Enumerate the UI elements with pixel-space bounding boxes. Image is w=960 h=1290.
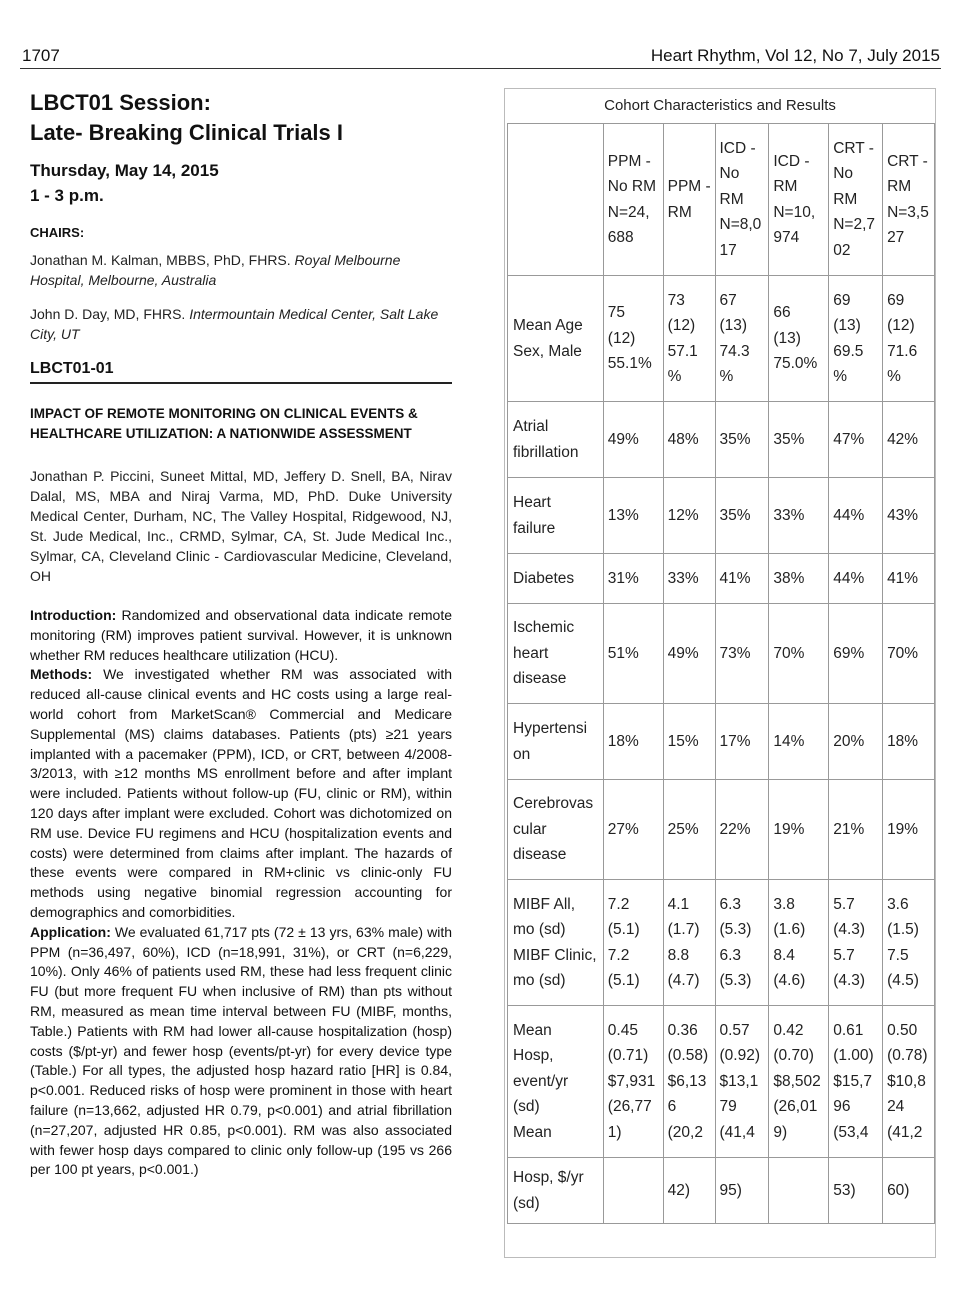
- intro-label: Introduction:: [30, 607, 117, 623]
- row-label-line: mo (sd): [513, 921, 566, 938]
- table-cell: [829, 554, 883, 604]
- chair-name: Jonathan M. Kalman, MBBS, PhD, FHRS.: [30, 252, 291, 268]
- column-header: [603, 124, 663, 276]
- row-label-line: on: [513, 745, 531, 763]
- row-label: [508, 554, 604, 604]
- cell-line: 0.61: [833, 1021, 864, 1039]
- intro-text: Randomized and observational data indicate remote monitoring (RM) improves patient survival. However, it is unknown whether RM reduces healthcare utilization (HCU).: [30, 607, 452, 663]
- cell-line: 66: [773, 304, 791, 322]
- cell-line: 5.7: [833, 946, 855, 964]
- row-label-line: Mean: [513, 1021, 552, 1039]
- cell-line: %: [667, 368, 682, 385]
- methods-label: Methods:: [30, 666, 93, 683]
- cell-line: (4.3): [833, 921, 866, 938]
- cell-line: 17%: [719, 732, 751, 750]
- cell-line: (4.3): [833, 972, 866, 989]
- table-cell: [663, 604, 715, 704]
- cell-line: 15%: [667, 732, 699, 750]
- cell-line: 7.5: [887, 946, 909, 964]
- table-cell: [829, 276, 883, 402]
- cell-line: (13): [833, 317, 861, 334]
- table-cell: [663, 780, 715, 880]
- cell-line: No: [833, 165, 854, 183]
- page-number: 1707: [22, 46, 60, 65]
- cell-line: 44%: [833, 506, 865, 524]
- table-cell: [715, 704, 769, 780]
- methods-text: We investigated whether RM was associated with reduced all-cause clinical events and HC costs using a large real-world cohort from MarketScan® Commercial and Medicare Supplemental (MS) claims databases. Patients (pts) ≥21 years implanted with a pacemaker (PPM), ICD, or CRT, between 4/2008-3/2013, with ≥12 months MS enrollment before and after implant were included. Patients without follow-up (FU, clinic or RM), within 120 days after implant were excluded. Cohort was dichotomized on RM use. Device FU regimens and HCU (hospitalization events and costs) were determined from claims after implant. The hazards of these events were compared in RM+clinic vs clinic-only FU methods using negative binomial regression accounting for demographics and comorbidities.: [30, 666, 452, 920]
- cell-line: 73: [667, 291, 685, 309]
- cell-line: 33%: [667, 569, 699, 587]
- cell-line: (4.5): [887, 972, 919, 989]
- journal-citation: Heart Rhythm, Vol 12, No 7, July 2015: [650, 46, 940, 65]
- cell-line: 96: [833, 1098, 851, 1116]
- session-title-line2: Late- Breaking Clinical Trials I: [30, 120, 343, 145]
- cell-line: 13%: [607, 506, 639, 524]
- cell-line: (0.58): [667, 1047, 709, 1065]
- cell-line: (5.3): [719, 921, 752, 938]
- row-label-line: Cerebrovas: [513, 795, 594, 813]
- cell-line: 6: [667, 1098, 677, 1116]
- table-cell: [829, 1006, 883, 1158]
- cell-line: (20,2: [667, 1123, 703, 1141]
- session-date: Thursday, May 14, 2015: [30, 161, 219, 180]
- cell-line: 20%: [833, 732, 865, 750]
- table-cell: [769, 704, 829, 780]
- cell-line: N=10,: [773, 203, 816, 221]
- cell-line: 60): [887, 1181, 910, 1199]
- table-cell: [769, 880, 829, 1006]
- table-cell: [603, 604, 663, 704]
- row-label: [508, 276, 604, 402]
- cell-line: (12): [607, 329, 636, 347]
- table-cell: [829, 604, 883, 704]
- chair-affiliation: Intermountain Medical Center, Salt Lake City, UT: [30, 306, 439, 342]
- cell-line: 17: [719, 241, 737, 259]
- row-label-line: heart: [513, 644, 549, 662]
- cell-line: 0.45: [607, 1021, 638, 1039]
- cell-line: (0.78): [887, 1047, 928, 1065]
- application-label: Application:: [30, 923, 111, 940]
- cell-line: (12): [887, 317, 915, 334]
- row-label-line: Hypertensi: [513, 720, 588, 737]
- column-header: [715, 124, 769, 276]
- chair-affiliation: Royal Melbourne Hospital, Melbourne, Australia: [30, 252, 401, 288]
- cell-line: N=2,7: [833, 216, 875, 234]
- table-cell: [663, 478, 715, 554]
- cell-line: 0.42: [773, 1021, 804, 1039]
- cell-line: 6.3: [719, 946, 742, 964]
- cell-line: PPM -: [607, 152, 651, 170]
- cell-line: (13): [773, 329, 801, 347]
- column-header: [769, 124, 829, 276]
- cell-line: 02: [833, 241, 851, 259]
- row-label-line: cular: [513, 820, 547, 838]
- cell-line: 0.36: [667, 1021, 698, 1039]
- table-cell: [883, 780, 935, 880]
- table-cell: [715, 276, 769, 402]
- table-cell: [603, 780, 663, 880]
- table-cell: [715, 880, 769, 1006]
- table-cell: [603, 276, 663, 402]
- row-label: [508, 124, 604, 276]
- row-label-line: Mean: [513, 1123, 552, 1141]
- cell-line: 49%: [667, 644, 699, 662]
- table-cell: [769, 1006, 829, 1158]
- cell-line: (13): [719, 317, 748, 334]
- table-cell: [829, 880, 883, 1006]
- table-title: Cohort Characteristics and Results: [604, 97, 836, 114]
- cell-line: 7.2: [607, 946, 630, 964]
- cell-line: 41%: [887, 569, 919, 587]
- session-title-line1: LBCT01 Session:: [30, 90, 211, 115]
- cell-line: 35%: [719, 506, 751, 524]
- table-cell: [715, 478, 769, 554]
- cell-line: 21%: [833, 820, 865, 838]
- cell-line: %: [833, 368, 847, 385]
- cell-line: RM: [887, 178, 912, 195]
- cell-line: $13,1: [719, 1072, 759, 1090]
- row-label-line: mo (sd): [513, 972, 566, 989]
- table-cell: [663, 704, 715, 780]
- cell-line: (26,77: [607, 1098, 652, 1116]
- row-label-line: Mean Age: [513, 317, 583, 334]
- column-header: [663, 124, 715, 276]
- cell-line: 42): [667, 1181, 691, 1199]
- table-cell: [883, 402, 935, 478]
- cell-line: (1.5): [887, 921, 919, 938]
- cell-line: 22%: [719, 820, 751, 838]
- table-cell: [603, 402, 663, 478]
- table-cell: [603, 880, 663, 1006]
- row-label: [508, 478, 604, 554]
- table-cell: [769, 604, 829, 704]
- cell-line: 0.50: [887, 1021, 918, 1039]
- abstract-id: LBCT01-01: [30, 360, 452, 384]
- cell-line: 69: [833, 291, 851, 309]
- cell-line: 8.8: [667, 946, 690, 964]
- cell-line: 18%: [887, 732, 919, 750]
- cell-line: ICD -: [719, 139, 756, 157]
- table-cell: [715, 1158, 769, 1224]
- row-label-line: Diabetes: [513, 569, 575, 587]
- cell-line: PPM -: [667, 178, 711, 195]
- table-cell: [603, 554, 663, 604]
- table-row: [508, 880, 935, 1006]
- cell-line: 95): [719, 1181, 742, 1199]
- abstract-title: IMPACT OF REMOTE MONITORING ON CLINICAL EVENTS & HEALTHCARE UTILIZATION: A NATIONWIDE ASSESSMENT: [30, 406, 418, 441]
- row-label-line: disease: [513, 670, 567, 688]
- abstract-authors: Jonathan P. Piccini, Suneet Mittal, MD, Jeffery D. Snell, BA, Nirav Dalal, MS, MBA and Niraj Varma, MD, PhD. Duke University Medical Center, Durham, NC, The Valley Hospital, Ridgewood, NJ, St. Jude Medical, Inc., CRMD, Sylmar, CA, St. Jude Medical Inc., Sylmar, CA, Cleveland Clinic - Cardiovascular Medicine, Cleveland, OH: [30, 468, 452, 584]
- table-cell: [769, 478, 829, 554]
- table-cell: [603, 1006, 663, 1158]
- table-row: [508, 1006, 935, 1158]
- cell-line: 42%: [887, 430, 919, 448]
- cell-line: CRT -: [887, 152, 928, 170]
- cell-line: 19%: [887, 820, 919, 838]
- session-datetime: [30, 158, 452, 208]
- cell-line: RM: [833, 190, 858, 208]
- row-label-line: MIBF All,: [513, 895, 576, 913]
- table-cell: [883, 880, 935, 1006]
- table-row: [508, 554, 935, 604]
- table-cell: [663, 402, 715, 478]
- table-cell: [663, 880, 715, 1006]
- cell-line: 70%: [887, 644, 919, 662]
- cell-line: (4.6): [773, 972, 806, 989]
- table-cell: [715, 604, 769, 704]
- row-label: [508, 704, 604, 780]
- row-label-line: (sd): [513, 1194, 540, 1212]
- row-label-line: Ischemic: [513, 619, 575, 637]
- table-cell: [829, 402, 883, 478]
- cell-line: 71.6: [887, 342, 918, 360]
- table-cell: [715, 554, 769, 604]
- cell-line: 33%: [773, 506, 805, 524]
- cell-line: 974: [773, 229, 800, 246]
- table-row: [508, 704, 935, 780]
- cell-line: 25%: [667, 820, 699, 838]
- table-header-row: [508, 124, 935, 276]
- row-label: [508, 1006, 604, 1158]
- cell-line: N=8,0: [719, 216, 762, 234]
- results-table-panel: [504, 88, 936, 1258]
- cell-line: 41%: [719, 569, 751, 587]
- cell-line: 9): [773, 1123, 788, 1141]
- column-header: [829, 124, 883, 276]
- page-header: [20, 44, 941, 69]
- cell-line: 24: [887, 1098, 905, 1116]
- cell-line: (0.71): [607, 1047, 649, 1065]
- cell-line: 8.4: [773, 946, 795, 964]
- table-cell: [715, 780, 769, 880]
- cell-line: 67: [719, 291, 737, 309]
- cell-line: 49%: [607, 430, 639, 448]
- cell-line: 79: [719, 1098, 737, 1116]
- cell-line: 18%: [607, 732, 639, 750]
- session-title: [30, 88, 452, 148]
- row-label-line: Hosp, $/yr: [513, 1169, 584, 1186]
- cell-line: 27%: [607, 820, 639, 838]
- cell-line: 51%: [607, 644, 639, 662]
- table-row: [508, 276, 935, 402]
- cell-line: 12%: [667, 506, 699, 524]
- cell-line: $7,931: [607, 1072, 656, 1090]
- chair-name: John D. Day, MD, FHRS.: [30, 306, 186, 322]
- table-row: [508, 604, 935, 704]
- cell-line: (1.00): [833, 1047, 874, 1065]
- cell-line: 0.57: [719, 1021, 750, 1039]
- cell-line: RM: [773, 178, 798, 195]
- cell-line: (41,4: [719, 1123, 755, 1141]
- table-cell: [829, 780, 883, 880]
- cell-line: 69: [887, 291, 905, 309]
- table-cell: [603, 1158, 663, 1224]
- row-label: [508, 880, 604, 1006]
- cell-line: $8,502: [773, 1072, 821, 1090]
- table-row: [508, 780, 935, 880]
- cell-line: 19%: [773, 820, 805, 838]
- cell-line: 4.1: [667, 895, 690, 913]
- row-label-line: Hosp,: [513, 1047, 554, 1065]
- table-cell: [663, 276, 715, 402]
- row-label-line: Heart: [513, 494, 551, 511]
- cell-line: (0.70): [773, 1047, 814, 1065]
- row-label: [508, 1158, 604, 1224]
- table-cell: [883, 604, 935, 704]
- table-row: [508, 478, 935, 554]
- table-cell: [769, 554, 829, 604]
- row-label-line: event/yr: [513, 1072, 569, 1090]
- row-label: [508, 780, 604, 880]
- row-label-line: failure: [513, 519, 556, 537]
- cell-line: (41,2: [887, 1123, 923, 1141]
- row-label-line: disease: [513, 846, 567, 864]
- table-cell: [883, 1158, 935, 1224]
- cell-line: 70%: [773, 644, 805, 662]
- cell-line: 35%: [719, 430, 751, 448]
- table-cell: [769, 402, 829, 478]
- cell-line: 55.1%: [607, 355, 652, 373]
- cell-line: 27: [887, 229, 905, 246]
- results-table: [507, 123, 935, 1224]
- cell-line: 688: [607, 229, 634, 246]
- table-cell: [883, 704, 935, 780]
- table-cell: [883, 276, 935, 402]
- cell-line: 1): [607, 1123, 622, 1141]
- table-cell: [769, 780, 829, 880]
- cell-line: %: [719, 368, 734, 385]
- table-cell: [829, 704, 883, 780]
- cell-line: 3.8: [773, 895, 795, 913]
- column-header: [883, 124, 935, 276]
- cell-line: 57.1: [667, 342, 698, 360]
- cell-line: (5.3): [719, 972, 752, 989]
- cell-line: (1.6): [773, 921, 806, 938]
- cell-line: (1.7): [667, 921, 700, 938]
- row-label-line: MIBF Clinic,: [513, 946, 597, 964]
- row-label-line: (sd): [513, 1098, 540, 1116]
- cell-line: RM: [667, 203, 692, 221]
- table-cell: [769, 1158, 829, 1224]
- cell-line: 48%: [667, 430, 699, 448]
- cell-line: %: [887, 368, 901, 385]
- cell-line: 69%: [833, 644, 865, 662]
- cell-line: $6,13: [667, 1072, 707, 1090]
- cell-line: 53): [833, 1181, 856, 1199]
- cell-line: $15,7: [833, 1072, 872, 1090]
- cell-line: No: [719, 165, 740, 183]
- cell-line: 3.6: [887, 895, 909, 913]
- cell-line: ICD -: [773, 152, 810, 170]
- cell-line: 31%: [607, 569, 639, 587]
- table-cell: [663, 1006, 715, 1158]
- cell-line: CRT -: [833, 139, 874, 157]
- chair-entry: [30, 250, 452, 290]
- table-cell: [829, 1158, 883, 1224]
- table-cell: [715, 1006, 769, 1158]
- cell-line: RM: [719, 190, 744, 208]
- cell-line: 47%: [833, 430, 865, 448]
- cell-line: 14%: [773, 732, 805, 750]
- cell-line: (4.7): [667, 972, 700, 989]
- cell-line: No RM: [607, 178, 657, 195]
- cell-line: 75.0%: [773, 355, 818, 373]
- cell-line: 69.5: [833, 342, 864, 360]
- cell-line: 6.3: [719, 895, 742, 913]
- cell-line: 74.3: [719, 342, 750, 360]
- table-cell: [663, 1158, 715, 1224]
- left-column: [30, 88, 452, 1180]
- cell-line: 43%: [887, 506, 919, 524]
- cell-line: (5.1): [607, 921, 640, 938]
- cell-line: $10,8: [887, 1072, 926, 1090]
- cell-line: 75: [607, 304, 626, 322]
- row-label-line: fibrillation: [513, 443, 579, 461]
- row-label-line: Atrial: [513, 418, 549, 435]
- cell-line: (5.1): [607, 972, 640, 989]
- cell-line: 38%: [773, 569, 805, 587]
- table-cell: [829, 478, 883, 554]
- table-cell: [883, 478, 935, 554]
- row-label: [508, 604, 604, 704]
- cell-line: 5.7: [833, 895, 855, 913]
- cell-line: N=24,: [607, 203, 650, 221]
- table-row: [508, 1158, 935, 1224]
- table-cell: [883, 1006, 935, 1158]
- cell-line: (26,01: [773, 1098, 818, 1116]
- cell-line: (0.92): [719, 1047, 760, 1065]
- chairs-heading: CHAIRS:: [30, 225, 85, 240]
- row-label: [508, 402, 604, 478]
- table-cell: [603, 704, 663, 780]
- table-cell: [769, 276, 829, 402]
- table-row: [508, 402, 935, 478]
- cell-line: 35%: [773, 430, 805, 448]
- cell-line: (53,4: [833, 1123, 869, 1141]
- cell-line: (12): [667, 317, 696, 334]
- table-cell: [715, 402, 769, 478]
- table-cell: [883, 554, 935, 604]
- cell-line: 73%: [719, 644, 751, 662]
- chair-entry: [30, 304, 452, 344]
- cell-line: N=3,5: [887, 203, 929, 221]
- abstract-body: [30, 606, 452, 1180]
- cell-line: 7.2: [607, 895, 630, 913]
- application-text: We evaluated 61,717 pts (72 ± 13 yrs, 63% male) with PPM (n=36,497, 60%), ICD (n=18,991, 31%), or CRT (n=6,229, 10%). Only 46% of patients used RM, these had less frequent clinic FU (but more frequent FU when inclusive of RM) than pts without RM, measured as mean time interval between FU (MIBF, months, Table.) Patients with RM had lower all-cause hospitalization (hosp) costs ($/pt-yr) and fewer hosp (events/pt-yr) for every device type (Table.) For all types, the adjusted hosp hazard ratio [HR] is 0.84, p<0.001. Reduced risks of hosp were prominent in those with heart failure (n=13,662, adjusted HR 0.79, p<0.001) and atrial fibrillation (n=27,207, adjusted HR 0.85, p<0.001). RM was also associated with fewer hosp days compared to clinic only follow-up (195 vs 266 per 100 pt years, p<0.001.): [30, 923, 452, 1178]
- cell-line: 44%: [833, 569, 865, 587]
- session-time: 1 - 3 p.m.: [30, 186, 104, 205]
- table-cell: [663, 554, 715, 604]
- table-cell: [603, 478, 663, 554]
- row-label-line: Sex, Male: [513, 342, 582, 360]
